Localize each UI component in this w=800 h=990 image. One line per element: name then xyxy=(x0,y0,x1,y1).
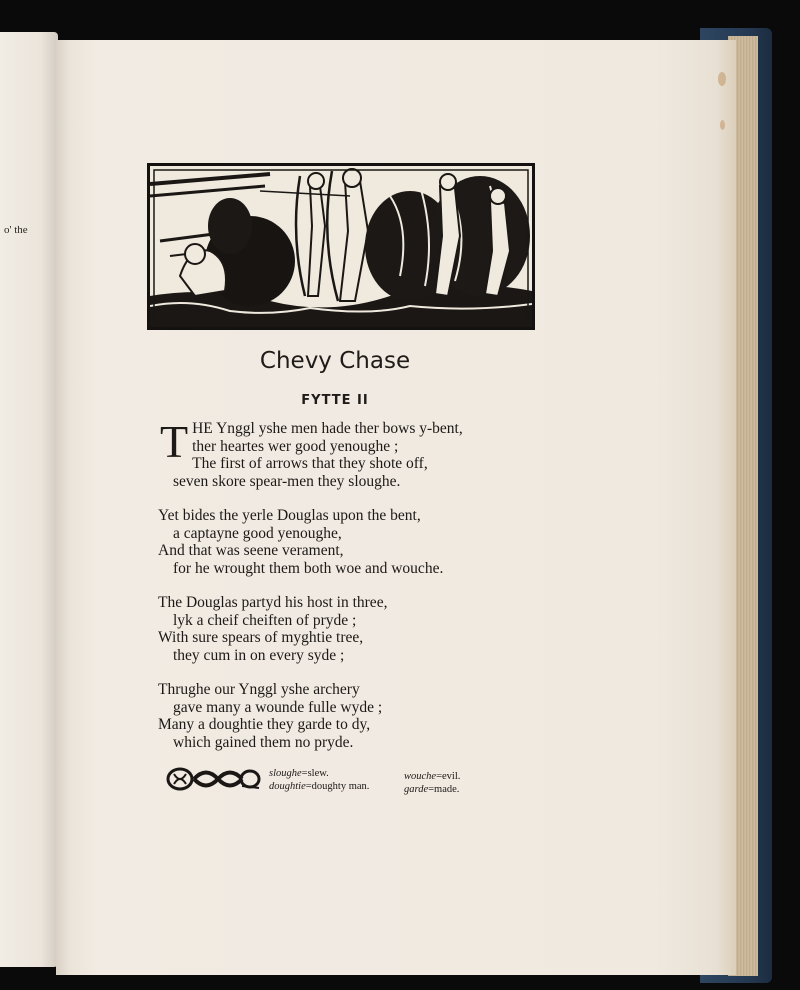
glossary-entry: sloughe=slew. xyxy=(269,768,329,779)
glossary-column-1 xyxy=(269,767,369,793)
poem-line xyxy=(158,629,578,647)
poem-line-text: gave many a wounde fulle wyde ; xyxy=(173,698,383,716)
woodcut-illustration xyxy=(147,163,535,330)
poem-line-text: seven skore spear-men they sloughe. xyxy=(173,472,401,490)
foxing-spot xyxy=(720,120,725,130)
page-title: Chevy Chase xyxy=(259,348,411,374)
poem-line xyxy=(158,716,578,734)
glossary-footnote xyxy=(166,764,486,796)
glossary-entry: wouche=evil. xyxy=(404,771,461,782)
left-page xyxy=(0,32,58,967)
poem-line xyxy=(158,681,578,699)
glossary-column-2 xyxy=(404,770,460,796)
poem-line-text: And that was seene verament, xyxy=(158,542,344,559)
section-heading: FYTTE II xyxy=(301,393,369,408)
drop-cap: T xyxy=(160,416,189,467)
poem-line xyxy=(158,560,578,578)
poem-line-text: With sure spears of myghtie tree, xyxy=(158,629,364,646)
poem-line-text: they cum in on every syde ; xyxy=(173,646,345,664)
foxing-spot xyxy=(718,72,726,86)
poem-line-text: Thrughe our Ynggl yshe archery xyxy=(158,681,360,698)
poem-line xyxy=(158,542,578,560)
poem-line xyxy=(158,647,578,665)
poem-line xyxy=(158,525,578,543)
glossary-entry: garde=made. xyxy=(404,784,460,795)
poem-line-text: HE Ynggl yshe men hade ther bows y-bent, xyxy=(192,420,463,437)
poem-line-text: The first of arrows that they shote off, xyxy=(192,455,428,472)
poem-line-text: Many a doughtie they garde to dy, xyxy=(158,716,371,733)
poem-line xyxy=(158,507,578,525)
poem-line-text: The Douglas partyd his host in three, xyxy=(158,594,388,611)
poem-line xyxy=(158,455,578,473)
poem-line-text: for he wrought them both woe and wouche. xyxy=(173,559,444,577)
stanza xyxy=(158,416,578,490)
poem xyxy=(158,416,578,768)
poem-line-text: Yet bides the yerle Douglas upon the bent, xyxy=(158,507,421,524)
poem-line xyxy=(158,699,578,717)
poem-line-text: ther heartes wer good yenoughe ; xyxy=(192,437,399,455)
poem-line xyxy=(158,734,578,752)
left-page-text-fragment: o' the xyxy=(4,224,28,236)
stanza xyxy=(158,507,578,577)
poem-line xyxy=(158,438,578,456)
stanza xyxy=(158,681,578,751)
glossary-entry: doughtie=doughty man. xyxy=(269,781,370,792)
poem-line xyxy=(158,473,578,491)
stanza xyxy=(158,594,578,664)
celtic-knot-ornament-icon xyxy=(166,766,261,792)
poem-line-text: lyk a cheif cheiften of pryde ; xyxy=(173,611,357,629)
poem-line xyxy=(158,612,578,630)
woodcut-illustration-archers-battle xyxy=(150,166,532,327)
poem-line xyxy=(158,594,578,612)
poem-line-text: a captayne good yenoughe, xyxy=(173,524,342,542)
poem-line-text: which gained them no pryde. xyxy=(173,733,354,751)
